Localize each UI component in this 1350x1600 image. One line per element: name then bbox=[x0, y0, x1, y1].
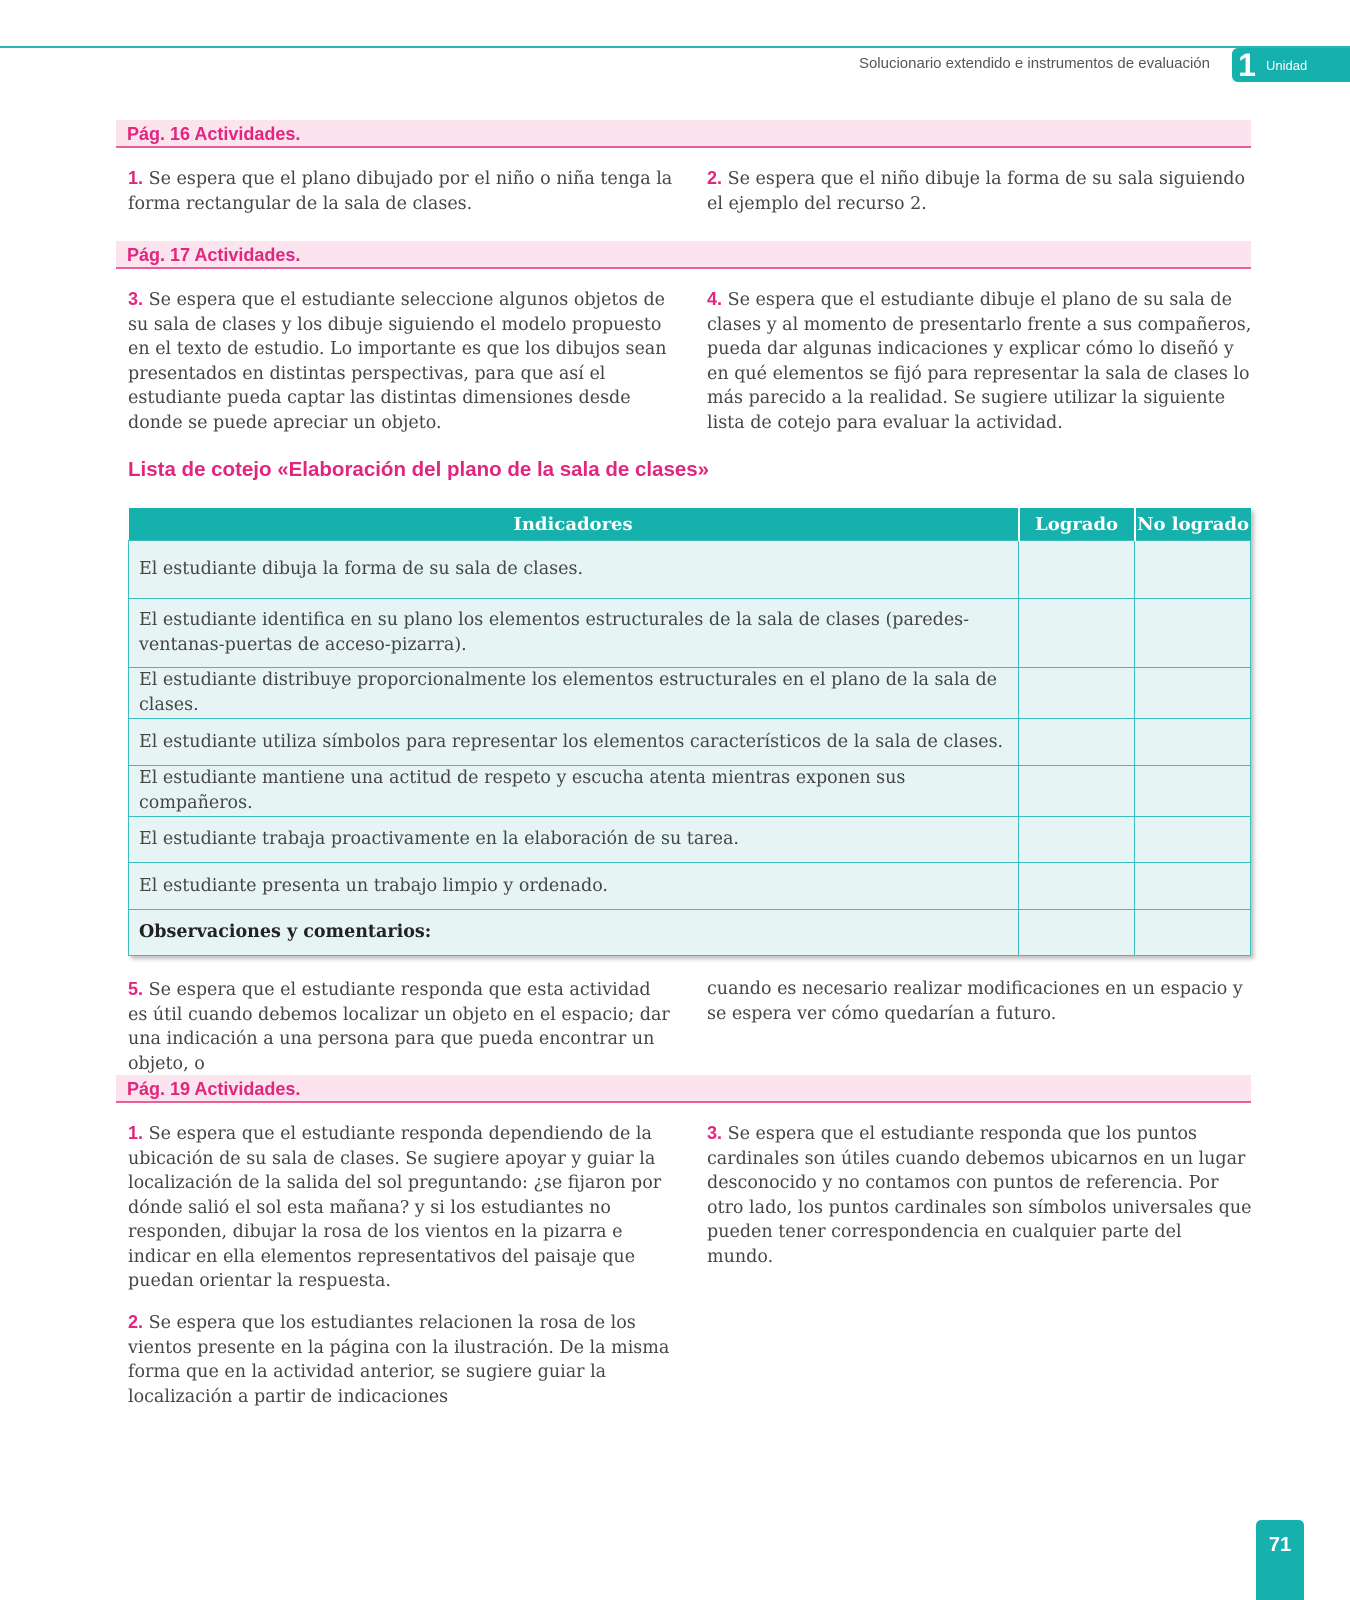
answer-text: Se espera que el estudiante responda que los puntos cardinales son útiles cuando debemos ubicarnos en un lugar desconocido y no contamos con puntos de referencia. Por otro lado, los puntos cardinales son símbolos universales que pueden tener correspondencia en cualquier parte del mundo. bbox=[707, 1124, 1252, 1267]
observations-row bbox=[129, 910, 1251, 956]
logrado-cell[interactable] bbox=[1019, 668, 1135, 719]
answer-number: 2. bbox=[707, 168, 723, 188]
indicator-text: El estudiante utiliza símbolos para representar los elementos característicos de la sala de clases. bbox=[129, 719, 1019, 766]
answer-text: Se espera que el estudiante responda dependiendo de la ubicación de su sala de clases. Se sugiere apoyar y guiar la localización de la salida del sol preguntando: ¿se fijaron por dónde salió el sol esta mañana? y si los estudiantes no responden, dibujar la rosa de los vientos en la pizarra e indicar en ella elementos representativos del paisaje que puedan orientar la respuesta. bbox=[128, 1124, 662, 1291]
logrado-cell[interactable] bbox=[1019, 766, 1135, 817]
answer-p16-2 bbox=[707, 166, 1252, 216]
answer-number: 5. bbox=[128, 979, 144, 999]
no-logrado-cell[interactable] bbox=[1135, 541, 1251, 599]
logrado-cell[interactable] bbox=[1019, 599, 1135, 668]
logrado-cell[interactable] bbox=[1019, 541, 1135, 599]
unit-tab bbox=[1232, 48, 1350, 82]
answer-p19-1 bbox=[128, 1121, 673, 1294]
indicator-text: El estudiante trabaja proactivamente en la elaboración de su tarea. bbox=[129, 817, 1019, 863]
answer-text: Se espera que el estudiante responda que esta actividad es útil cuando debemos localizar un objeto en el espacio; dar una indicación a una persona para que pueda encontrar un objeto, o bbox=[128, 980, 670, 1074]
no-logrado-cell[interactable] bbox=[1135, 863, 1251, 910]
checklist-title: Lista de cotejo «Elaboración del plano de la sala de clases» bbox=[128, 458, 710, 481]
table-row bbox=[129, 817, 1251, 863]
table-row bbox=[129, 766, 1251, 817]
checklist-table bbox=[128, 508, 1251, 956]
section-header-p17 bbox=[116, 241, 1251, 269]
no-logrado-cell[interactable] bbox=[1135, 817, 1251, 863]
header-title: Solucionario extendido e instrumentos de evaluación bbox=[858, 55, 1210, 72]
answer-number: 2. bbox=[128, 1312, 144, 1332]
no-logrado-cell[interactable] bbox=[1135, 719, 1251, 766]
header-no-logrado: No logrado bbox=[1135, 508, 1251, 541]
section-header-p16 bbox=[116, 120, 1251, 148]
answer-number: 3. bbox=[707, 1123, 723, 1143]
section-title: Pág. 17 Actividades. bbox=[127, 245, 301, 265]
answer-text: Se espera que el plano dibujado por el niño o niña tenga la forma rectangular de la sala de clases. bbox=[128, 169, 673, 214]
header-logrado: Logrado bbox=[1019, 508, 1135, 541]
answer-number: 4. bbox=[707, 289, 723, 309]
indicator-text: El estudiante presenta un trabajo limpio y ordenado. bbox=[129, 863, 1019, 910]
answer-text: Se espera que el estudiante dibuje el plano de su sala de clases y al momento de presentarlo frente a sus compañeros, pueda dar algunas indicaciones y explicar cómo lo diseñó y en qué elementos se fijó para representar la sala de clases lo más parecido a la realidad. Se sugiere utilizar la siguiente lista de cotejo para evaluar la actividad. bbox=[707, 290, 1252, 433]
indicator-text: El estudiante identifica en su plano los elementos estructurales de la sala de clases (paredes-ventanas-puertas de acceso-pizarra). bbox=[129, 599, 1019, 668]
logrado-cell[interactable] bbox=[1019, 719, 1135, 766]
section-header-p19 bbox=[116, 1075, 1251, 1103]
answer-number: 1. bbox=[128, 1123, 144, 1143]
no-logrado-cell[interactable] bbox=[1135, 766, 1251, 817]
table-row bbox=[129, 541, 1251, 599]
table-row bbox=[129, 668, 1251, 719]
table-row bbox=[129, 719, 1251, 766]
answer-p17-5-continuation: cuando es necesario realizar modificaciones en un espacio y se espera ver cómo quedarían a futuro. bbox=[707, 979, 1243, 1024]
table-row bbox=[129, 863, 1251, 910]
answer-text: Se espera que los estudiantes relacionen la rosa de los vientos presente en la página con la ilustración. De la misma forma que en la actividad anterior, se sugiere guiar la localización a partir de indicaciones bbox=[128, 1313, 670, 1407]
unit-label: Unidad bbox=[1266, 57, 1308, 73]
indicator-text: El estudiante distribuye proporcionalmente los elementos estructurales en el plano de la sala de clases. bbox=[129, 668, 1019, 719]
unit-number: 1 bbox=[1238, 46, 1256, 83]
header-rule bbox=[0, 46, 1350, 48]
answer-text: Se espera que el estudiante seleccione algunos objetos de su sala de clases y los dibuje siguiendo el modelo propuesto en el texto de estudio. Lo importante es que los dibujos sean presentados en distintas perspectivas, para que así el estudiante pueda captar las distintas dimensiones desde donde se puede apreciar un objeto. bbox=[128, 290, 667, 433]
table-row bbox=[129, 599, 1251, 668]
answer-p16-1 bbox=[128, 166, 673, 216]
answer-p19-3 bbox=[707, 1121, 1252, 1269]
no-logrado-cell[interactable] bbox=[1135, 910, 1251, 956]
section-title: Pág. 16 Actividades. bbox=[127, 124, 301, 144]
logrado-cell[interactable] bbox=[1019, 817, 1135, 863]
answer-number: 1. bbox=[128, 168, 144, 188]
answer-number: 3. bbox=[128, 289, 144, 309]
answer-p17-5 bbox=[128, 977, 673, 1076]
section-title: Pág. 19 Actividades. bbox=[127, 1079, 301, 1099]
answer-p17-4 bbox=[707, 287, 1252, 435]
answer-p17-3 bbox=[128, 287, 673, 435]
answer-text: Se espera que el niño dibuje la forma de su sala siguiendo el ejemplo del recurso 2. bbox=[707, 169, 1246, 214]
logrado-cell[interactable] bbox=[1019, 863, 1135, 910]
no-logrado-cell[interactable] bbox=[1135, 599, 1251, 668]
header-indicadores: Indicadores bbox=[129, 508, 1019, 541]
page-number: 71 bbox=[1268, 1534, 1292, 1556]
indicator-text: El estudiante mantiene una actitud de respeto y escucha atenta mientras exponen sus compañeros. bbox=[129, 766, 1019, 817]
indicator-text: El estudiante dibuja la forma de su sala de clases. bbox=[129, 541, 1019, 599]
table-header-row bbox=[129, 508, 1251, 541]
observations-label: Observaciones y comentarios: bbox=[129, 910, 1019, 956]
answer-p19-2 bbox=[128, 1310, 673, 1409]
page-number-tab bbox=[1256, 1520, 1304, 1600]
no-logrado-cell[interactable] bbox=[1135, 668, 1251, 719]
logrado-cell[interactable] bbox=[1019, 910, 1135, 956]
